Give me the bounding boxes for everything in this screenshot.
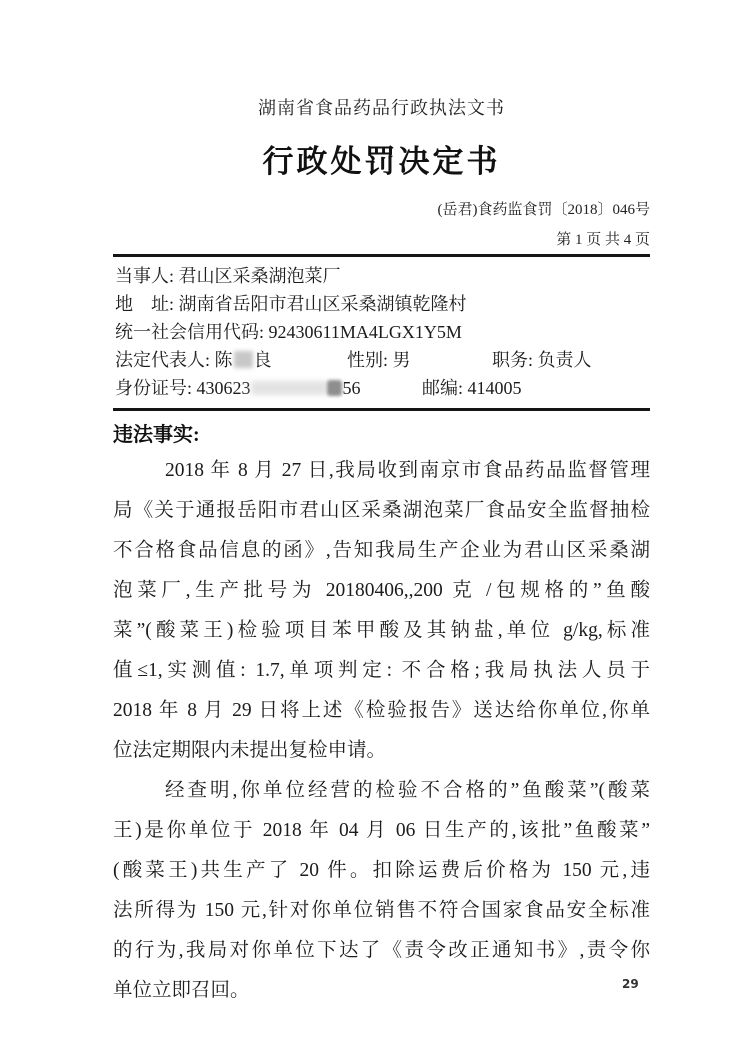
body-line: 法所得为 150 元,针对你单位销售不符合国家食品安全标准 xyxy=(113,900,650,921)
legal-rep-name-suffix: 良 xyxy=(253,350,272,370)
gender-cell xyxy=(347,346,492,374)
postal-code-value: 414005 xyxy=(467,378,522,398)
scan-page-number: 29 xyxy=(622,977,639,991)
address-value: 湖南省岳阳市君山区采桑湖镇乾隆村 xyxy=(178,294,467,314)
legal-rep-cell xyxy=(115,346,347,374)
party-label: 当事人: xyxy=(115,266,175,286)
credit-code-value: 92430611MA4LGX1Y5M xyxy=(268,322,462,342)
body-text xyxy=(113,451,650,1011)
body-line: 经查明,你单位经营的检验不合格的”鱼酸菜”(酸菜 xyxy=(165,780,650,801)
credit-code-row xyxy=(115,318,650,346)
position-cell xyxy=(492,346,592,374)
gender-label: 性别: xyxy=(347,350,389,370)
document-page xyxy=(113,0,650,1011)
postal-code-cell xyxy=(422,374,522,402)
document-title: 行政处罚决定书 xyxy=(262,144,501,179)
document-number: (岳君)食药监食罚〔2018〕046号 xyxy=(437,202,650,218)
id-number-row xyxy=(115,374,650,402)
document-header-label: 湖南省食品药品行政执法文书 xyxy=(258,98,505,118)
body-line: 值≤1,实测值: 1.7,单项判定: 不合格;我局执法人员于 xyxy=(113,660,650,681)
section-heading-illegal-facts: 违法事实: xyxy=(113,424,200,446)
body-line: 泡菜厂,生产批号为 20180406,,200 克 /包规格的”鱼酸 xyxy=(113,580,650,601)
party-value: 君山区采桑湖泡菜厂 xyxy=(178,266,341,286)
page-indicator: 第 1 页 共 4 页 xyxy=(556,232,650,248)
address-row xyxy=(115,290,650,318)
id-redaction-blob xyxy=(327,380,342,396)
body-line: 菜”(酸菜王)检验项目苯甲酸及其钠盐,单位 g/kg,标准 xyxy=(113,620,650,641)
body-line: 单位立即召回。 xyxy=(113,980,250,1001)
body-line: 王)是你单位于 2018 年 04 月 06 日生产的,该批”鱼酸菜” xyxy=(113,820,650,841)
id-number-suffix: 56 xyxy=(342,378,361,398)
id-redaction-blur xyxy=(251,381,327,395)
body-line: 2018 年 8 月 27 日,我局收到南京市食品药品监督管理 xyxy=(165,460,650,481)
id-number-label: 身份证号: xyxy=(115,378,193,398)
body-line: (酸菜王)共生产了 20 件。扣除运费后价格为 150 元,违 xyxy=(113,860,650,881)
legal-rep-name-prefix: 陈 xyxy=(214,350,233,370)
name-redaction-blur xyxy=(234,351,253,368)
body-line: 2018 年 8 月 29 日将上述《检验报告》送达给你单位,你单 xyxy=(113,700,650,721)
position-label: 职务: xyxy=(492,350,534,370)
legal-rep-label: 法定代表人: xyxy=(115,350,211,370)
id-number-cell xyxy=(115,374,422,402)
address-label: 地 址: xyxy=(115,294,175,314)
body-line: 的行为,我局对你单位下达了《责令改正通知书》,责令你 xyxy=(113,940,650,961)
gender-value: 男 xyxy=(392,350,411,370)
party-info-block xyxy=(113,254,650,411)
body-line: 位法定期限内未提出复检申请。 xyxy=(113,740,387,761)
postal-code-label: 邮编: xyxy=(422,378,464,398)
party-row xyxy=(115,262,650,290)
id-number-prefix: 430623 xyxy=(196,378,251,398)
legal-rep-row xyxy=(115,346,650,374)
body-line: 局《关于通报岳阳市君山区采桑湖泡菜厂食品安全监督抽检 xyxy=(113,500,650,521)
body-line: 不合格食品信息的函》,告知我局生产企业为君山区采桑湖 xyxy=(113,540,650,561)
position-value: 负责人 xyxy=(537,350,592,370)
credit-code-label: 统一社会信用代码: xyxy=(115,322,265,342)
